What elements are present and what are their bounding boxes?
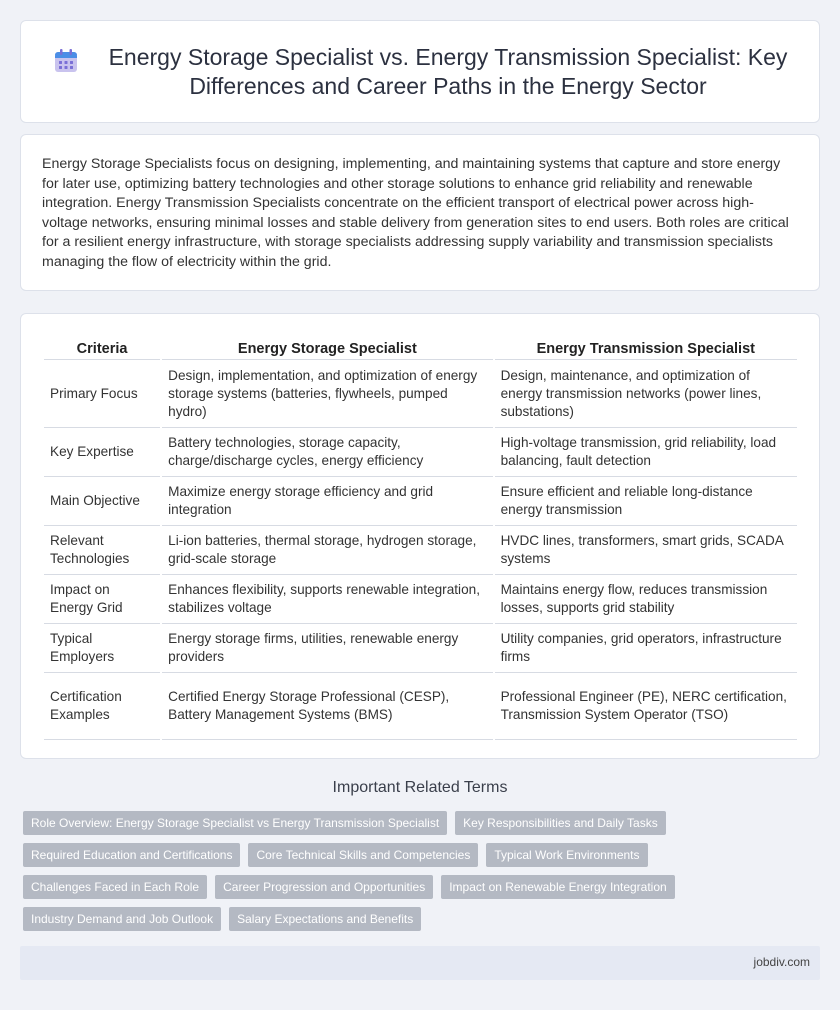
table-row [44, 428, 797, 477]
footer [20, 946, 820, 980]
header-criteria: Criteria [44, 334, 160, 360]
storage-cell: Certified Energy Storage Professional (CESP), Battery Management Systems (BMS) [162, 673, 492, 740]
related-term-tag[interactable]: Role Overview: Energy Storage Specialist vs Energy Transmission Specialist [23, 811, 447, 835]
criteria-cell: Primary Focus [44, 360, 160, 428]
intro-card [20, 134, 820, 291]
comparison-table [42, 334, 799, 740]
transmission-cell: High-voltage transmission, grid reliability, load balancing, fault detection [495, 428, 797, 477]
transmission-cell: HVDC lines, transformers, smart grids, SCADA systems [495, 526, 797, 575]
tag-row [23, 811, 823, 835]
related-terms-tags [23, 811, 823, 939]
header-transmission: Energy Transmission Specialist [495, 334, 797, 360]
storage-cell: Energy storage firms, utilities, renewable energy providers [162, 624, 492, 673]
storage-cell: Maximize energy storage efficiency and grid integration [162, 477, 492, 526]
tag-row [23, 875, 823, 899]
storage-cell: Battery technologies, storage capacity, charge/discharge cycles, energy efficiency [162, 428, 492, 477]
transmission-cell: Professional Engineer (PE), NERC certification, Transmission System Operator (TSO) [495, 673, 797, 740]
criteria-cell: Certification Examples [44, 673, 160, 740]
related-term-tag[interactable]: Core Technical Skills and Competencies [248, 843, 478, 867]
transmission-cell: Maintains energy flow, reduces transmission losses, supports grid stability [495, 575, 797, 624]
calendar-icon [52, 47, 80, 75]
comparison-table-card [20, 313, 820, 759]
related-term-tag[interactable]: Industry Demand and Job Outlook [23, 907, 221, 931]
table-header-row [44, 334, 797, 360]
transmission-cell: Utility companies, grid operators, infrastructure firms [495, 624, 797, 673]
related-terms-title: Important Related Terms [332, 779, 508, 796]
related-term-tag[interactable]: Required Education and Certifications [23, 843, 240, 867]
related-term-tag[interactable]: Typical Work Environments [486, 843, 647, 867]
tag-row [23, 907, 823, 931]
criteria-cell: Typical Employers [44, 624, 160, 673]
transmission-cell: Ensure efficient and reliable long-distance energy transmission [495, 477, 797, 526]
tag-row [23, 843, 823, 867]
related-term-tag[interactable]: Challenges Faced in Each Role [23, 875, 207, 899]
table-row [44, 673, 797, 740]
related-term-tag[interactable]: Impact on Renewable Energy Integration [441, 875, 674, 899]
table-row [44, 526, 797, 575]
page-title: Energy Storage Specialist vs. Energy Transmission Specialist: Key Differences and Career Paths in the Energy Sector [108, 44, 788, 99]
header-storage: Energy Storage Specialist [162, 334, 492, 360]
storage-cell: Enhances flexibility, supports renewable integration, stabilizes voltage [162, 575, 492, 624]
transmission-cell: Design, maintenance, and optimization of energy transmission networks (power lines, substations) [495, 360, 797, 428]
header [51, 43, 799, 101]
related-term-tag[interactable]: Key Responsibilities and Daily Tasks [455, 811, 666, 835]
criteria-cell: Impact on Energy Grid [44, 575, 160, 624]
criteria-cell: Key Expertise [44, 428, 160, 477]
table-row [44, 477, 797, 526]
storage-cell: Li-ion batteries, thermal storage, hydrogen storage, grid-scale storage [162, 526, 492, 575]
storage-cell: Design, implementation, and optimization of energy storage systems (batteries, flywheels, pumped hydro) [162, 360, 492, 428]
related-term-tag[interactable]: Salary Expectations and Benefits [229, 907, 421, 931]
related-term-tag[interactable]: Career Progression and Opportunities [215, 875, 433, 899]
criteria-cell: Main Objective [44, 477, 160, 526]
footer-site-link[interactable]: jobdiv.com [753, 955, 810, 969]
table-row [44, 624, 797, 673]
header-card [20, 20, 820, 123]
table-row [44, 575, 797, 624]
criteria-cell: Relevant Technologies [44, 526, 160, 575]
table-row [44, 360, 797, 428]
intro-paragraph: Energy Storage Specialists focus on designing, implementing, and maintaining systems that capture and store energy for later use, optimizing battery technologies and other storage solutions to enhance grid reliability and renewable integration. Energy Transmission Specialists concentrate on the efficient transport of electrical power across high-voltage networks, ensuring minimal losses and stable delivery from generation sites to end users. Both roles are critical for a resilient energy infrastructure, with storage specialists addressing supply variability and transmission specialists managing the flow of electricity within the grid. [42, 156, 789, 270]
